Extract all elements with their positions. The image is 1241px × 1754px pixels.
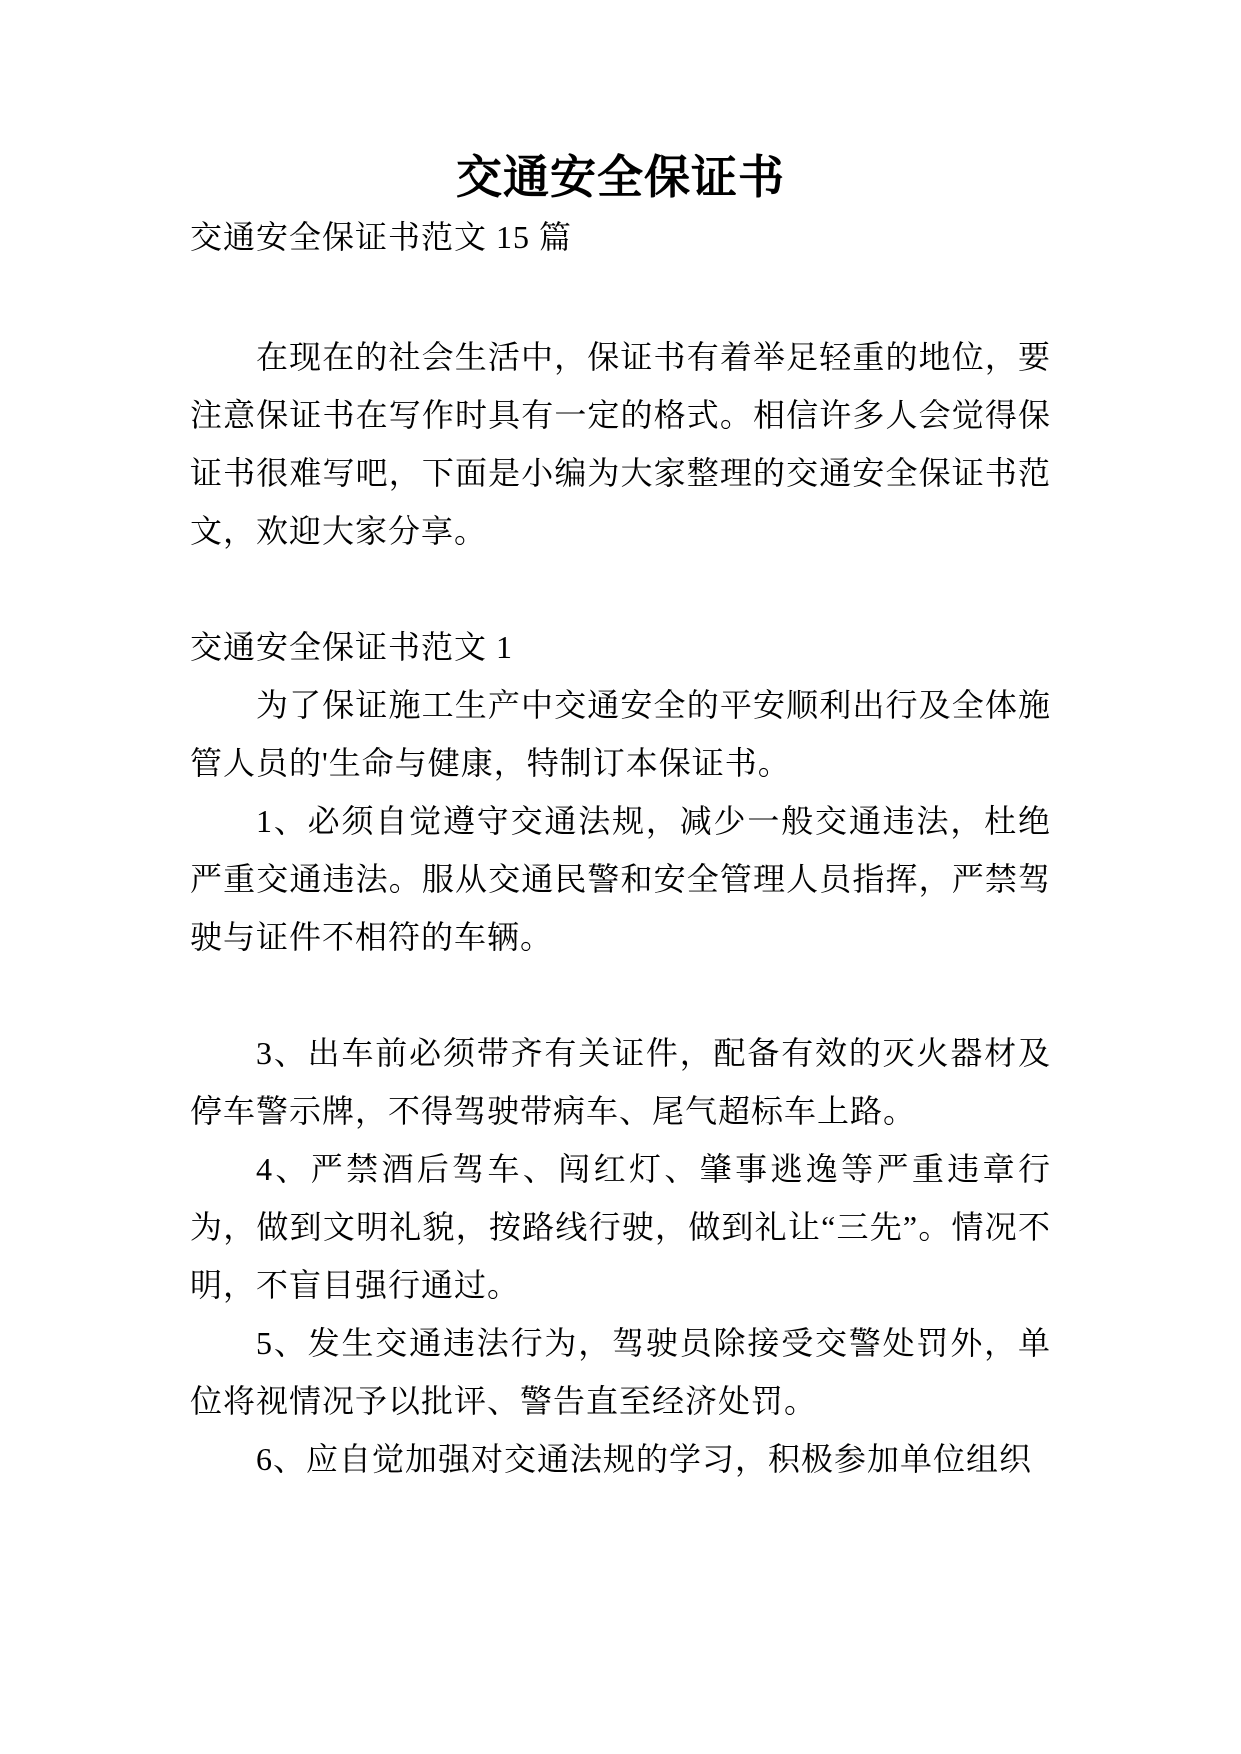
document-subtitle: 交通安全保证书范文 15 篇 [190,219,573,255]
list-item-6: 6、应自觉加强对交通法规的学习，积极参加单位组织 [256,1441,1033,1477]
list-item-5: 5、发生交通违法行为，驾驶员除接受交警处罚外，单位将视情况予以批评、警告直至经济处罚。 [190,1325,1051,1419]
list-item-1: 1、必须自觉遵守交通法规，减少一般交通违法，杜绝严重交通违法。服从交通民警和安全管理人员指挥，严禁驾驶与证件不相符的车辆。 [190,803,1051,955]
list-item-3: 3、出车前必须带齐有关证件，配备有效的灭火器材及停车警示牌，不得驾驶带病车、尾气超标车上路。 [190,1035,1051,1129]
section-heading: 交通安全保证书范文 1 [190,629,514,665]
section-lead-paragraph: 为了保证施工生产中交通安全的平安顺利出行及全体施管人员的'生命与健康，特制订本保证书。 [190,687,1051,781]
blank-line [190,560,1051,618]
list-item-4: 4、严禁酒后驾车、闯红灯、肇事逃逸等严重违章行为，做到文明礼貌，按路线行驶，做到礼让“三先”。情况不明，不盲目强行通过。 [190,1151,1051,1303]
blank-line [190,266,1051,328]
intro-paragraph: 在现在的社会生活中，保证书有着举足轻重的地位，要注意保证书在写作时具有一定的格式。相信许多人会觉得保证书很难写吧，下面是小编为大家整理的交通安全保证书范文，欢迎大家分享。 [190,339,1051,549]
document-title: 交通安全保证书 [456,152,785,203]
blank-line [190,966,1051,1024]
